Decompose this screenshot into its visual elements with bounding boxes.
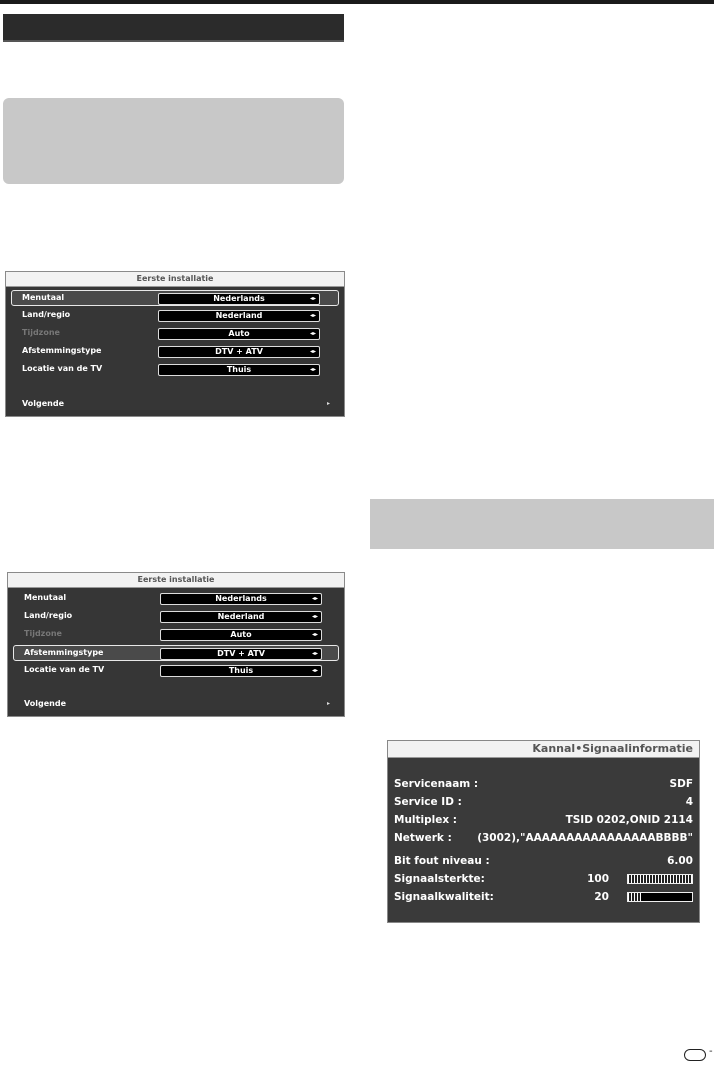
info-label: Service ID :	[394, 796, 462, 808]
row-label: Afstemmingstype	[22, 346, 102, 355]
menu-title: Eerste installatie	[6, 272, 344, 287]
info-value: TSID 0202,ONID 2114	[565, 814, 693, 826]
row-value[interactable]: Thuis ◂▸	[160, 665, 322, 677]
menu-row-volgende[interactable]	[14, 697, 338, 711]
title-sub: Signaalinformatie	[582, 742, 693, 755]
info-value: (3002),"AAAAAAAAAAAAAAAABBBB"	[477, 832, 693, 844]
info-row-multiplex	[394, 812, 693, 828]
row-label: Tijdzone	[22, 328, 60, 337]
top-rule	[0, 0, 714, 4]
menu-title: Eerste installatie	[8, 573, 344, 588]
row-value[interactable]: Nederlands ◂▸	[158, 293, 320, 305]
info-label: Signaalsterkte:	[394, 873, 485, 885]
page-marker: -	[709, 1046, 713, 1057]
menu-row-afstemmingstype[interactable]	[12, 344, 338, 358]
signal-quality-fill	[628, 893, 641, 901]
info-label: Multiplex :	[394, 814, 458, 826]
info-label: Servicenaam :	[394, 778, 479, 790]
info-row-servicenaam	[394, 776, 693, 792]
info-label: Signaalkwaliteit:	[394, 891, 494, 903]
left-right-arrows-icon: ◂▸	[309, 330, 316, 337]
row-label: Volgende	[22, 399, 64, 408]
info-row-service-id	[394, 794, 693, 810]
row-value[interactable]: Thuis ◂▸	[158, 364, 320, 376]
row-value[interactable]: DTV + ATV ◂▸	[158, 346, 320, 358]
title-separator: •	[575, 742, 583, 755]
left-right-arrows-icon: ◂▸	[309, 348, 316, 355]
menu-row-land-regio[interactable]	[12, 308, 338, 322]
left-right-arrows-icon: ◂▸	[309, 295, 316, 302]
language-badge-icon	[684, 1049, 706, 1061]
info-label: Netwerk :	[394, 832, 452, 844]
left-right-arrows-icon: ◂▸	[311, 650, 318, 657]
menu-row-land-regio[interactable]	[14, 609, 338, 623]
menu-row-locatie[interactable]	[12, 362, 338, 376]
left-right-arrows-icon: ◂▸	[311, 667, 318, 674]
info-value: 20	[594, 891, 609, 903]
row-label: Land/regio	[24, 611, 73, 620]
title-main: Kannal	[532, 742, 576, 755]
row-value[interactable]: Nederlands ◂▸	[160, 593, 322, 605]
signal-info-title	[388, 741, 699, 758]
first-install-menu-2	[7, 572, 345, 717]
row-label: Locatie van de TV	[24, 665, 105, 674]
info-value: 4	[685, 796, 693, 808]
note-box	[3, 98, 344, 184]
row-value[interactable]: Nederland ◂▸	[160, 611, 322, 623]
info-value: SDF	[669, 778, 693, 790]
left-right-arrows-icon: ◂▸	[311, 613, 318, 620]
menu-row-tijdzone	[14, 627, 338, 641]
chevron-right-icon: ▸	[326, 400, 330, 407]
section-heading-box	[370, 499, 714, 549]
menu-row-tijdzone	[12, 326, 338, 340]
info-label: Bit fout niveau :	[394, 855, 490, 867]
signal-info-panel	[387, 740, 700, 923]
info-value: 100	[587, 873, 609, 885]
menu-row-menutaal[interactable]	[11, 290, 339, 306]
chevron-right-icon: ▸	[326, 700, 330, 707]
info-row-signaalsterkte	[394, 871, 693, 887]
row-label: Tijdzone	[24, 629, 62, 638]
left-right-arrows-icon: ◂▸	[311, 595, 318, 602]
signal-quality-bar	[627, 892, 693, 902]
row-value: Auto ◂▸	[160, 629, 322, 641]
left-right-arrows-icon: ◂▸	[311, 631, 318, 638]
menu-row-volgende[interactable]	[12, 397, 338, 411]
info-value: 6.00	[667, 855, 693, 867]
row-label: Volgende	[24, 699, 66, 708]
row-value[interactable]: Nederland ◂▸	[158, 310, 320, 322]
menu-row-locatie[interactable]	[14, 663, 338, 677]
left-right-arrows-icon: ◂▸	[309, 312, 316, 319]
row-value: Auto ◂▸	[158, 328, 320, 340]
row-label: Locatie van de TV	[22, 364, 103, 373]
menu-row-afstemmingstype[interactable]	[13, 645, 339, 661]
left-right-arrows-icon: ◂▸	[309, 366, 316, 373]
row-label: Menutaal	[22, 293, 65, 302]
info-row-netwerk	[394, 830, 693, 846]
menu-row-menutaal[interactable]	[14, 591, 338, 605]
row-label: Land/regio	[22, 310, 71, 319]
first-install-menu-1	[5, 271, 345, 417]
info-row-signaalkwaliteit	[394, 889, 693, 905]
section-header-bar	[3, 14, 344, 42]
signal-strength-bar	[627, 874, 693, 884]
signal-strength-fill	[628, 875, 692, 883]
info-row-bit-fout	[394, 853, 693, 869]
row-label: Afstemmingstype	[24, 648, 104, 657]
row-value[interactable]: DTV + ATV ◂▸	[160, 648, 322, 660]
row-label: Menutaal	[24, 593, 67, 602]
